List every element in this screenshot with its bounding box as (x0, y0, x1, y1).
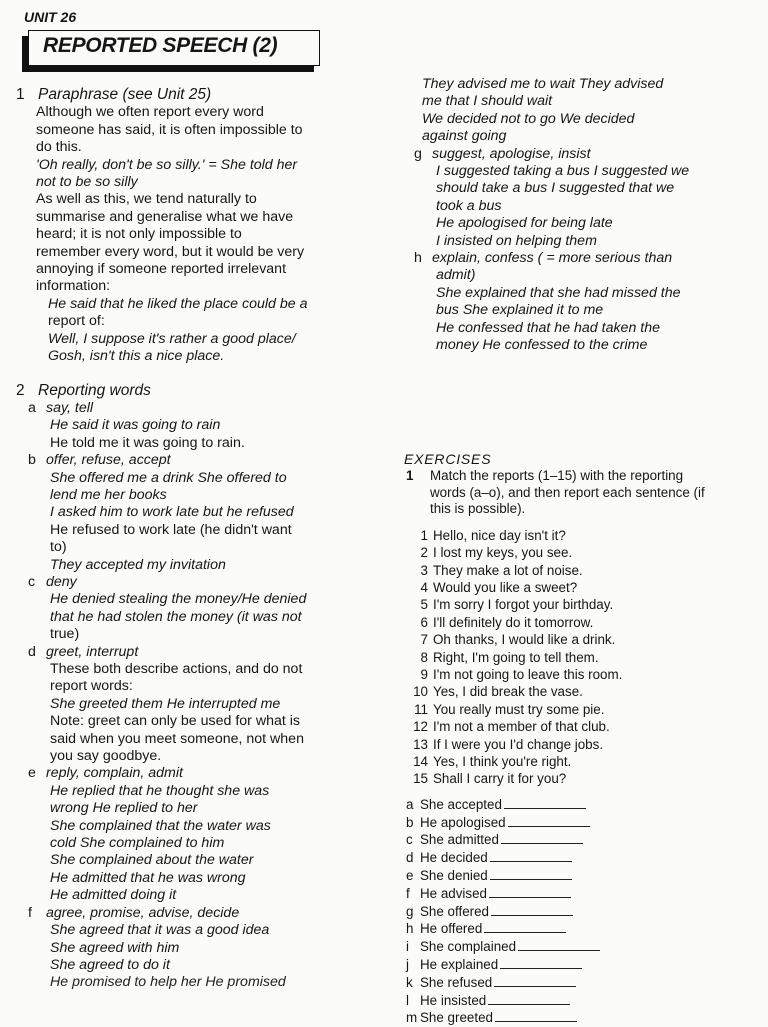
item-letter: g (414, 145, 422, 162)
exercise-sentence (402, 753, 752, 770)
example-line: She agreed with him (50, 939, 180, 956)
reporting-item-a (16, 400, 388, 452)
example-line: cold She complained to him (50, 835, 225, 852)
answer-row (402, 849, 752, 867)
example-line: money He confessed to the crime (436, 337, 648, 354)
example-line: She explained that she had missed the (436, 284, 681, 301)
reporting-words-continued (402, 76, 752, 146)
reporting-item-h (402, 250, 752, 354)
example-line: He replied that he thought she was (50, 782, 270, 799)
example-line: He refused to work late (he didn't want (50, 521, 292, 538)
page-title-box (28, 30, 320, 66)
answer-blank[interactable] (490, 867, 572, 880)
answer-letter: a (406, 796, 414, 812)
paraphrase-line: heard; it is not only impossible to (36, 226, 242, 243)
answer-blank[interactable] (500, 956, 582, 969)
example-line: lend me her books (50, 486, 167, 503)
exercise-sentence (402, 562, 752, 579)
exercise-number: 1 (406, 467, 414, 483)
section-reporting-words (16, 382, 388, 992)
sentence-number: 14 (413, 753, 428, 769)
answer-letter: f (406, 885, 410, 901)
answer-letter: c (406, 832, 413, 848)
answer-letter: g (406, 903, 414, 919)
answer-letter: i (406, 939, 409, 955)
section-title: Reporting words (38, 381, 151, 399)
example-line: against going (422, 128, 507, 145)
item-body (46, 905, 388, 992)
answer-verb: He advised (420, 885, 487, 901)
reporting-item-g (402, 146, 752, 250)
answer-letter: m (406, 1010, 418, 1026)
answer-blank[interactable] (504, 796, 586, 809)
item-body (46, 765, 388, 904)
sentence-number: 4 (420, 579, 428, 595)
section-title: Paraphrase (see Unit 25) (38, 86, 212, 103)
paraphrase-line: Although we often report every word (36, 104, 264, 121)
exercise-sentence (402, 718, 752, 735)
answer-verb: She complained (420, 939, 517, 955)
sentence-text: Right, I'm going to tell them. (433, 649, 599, 665)
answer-verb: He insisted (420, 992, 487, 1008)
answer-blank[interactable] (491, 903, 573, 916)
answer-blank[interactable] (495, 1009, 577, 1022)
answer-blank[interactable] (490, 849, 572, 862)
reporting-item-b (16, 452, 388, 574)
answer-row (402, 885, 752, 903)
paraphrase-line: Well, I suppose it's rather a good place/ (48, 330, 296, 347)
answer-verb: She offered (420, 903, 489, 919)
paraphrase-line: someone has said, it is often impossible to (36, 121, 303, 138)
example-line: I insisted on helping them (436, 232, 597, 249)
answer-letter: e (406, 867, 414, 883)
example-line: We decided not to go We decided (422, 110, 635, 127)
example-line: He admitted that he was wrong (50, 869, 246, 886)
example-line: you say goodbye. (50, 748, 162, 765)
sentence-number: 11 (414, 701, 428, 717)
answer-blank[interactable] (489, 885, 571, 898)
paraphrase-line: remember every word, but it would be very (36, 243, 305, 260)
item-reporting-verbs: say, tell (46, 399, 94, 416)
exercise-instructions-text (430, 468, 705, 518)
sentence-number: 7 (420, 632, 428, 648)
answer-verb: She denied (420, 867, 488, 883)
answer-blank[interactable] (494, 974, 576, 987)
item-reporting-verbs: greet, interrupt (46, 643, 139, 660)
example-line: He promised to help her He promised (50, 974, 286, 991)
answer-blank[interactable] (501, 831, 583, 844)
item-reporting-verbs: suggest, apologise, insist (432, 145, 591, 162)
exercise-sentence (402, 770, 752, 787)
paraphrase-line: summarise and generalise what we have (36, 208, 294, 225)
answer-row (402, 831, 752, 849)
sentence-number: 5 (420, 597, 428, 613)
example-line: These both describe actions, and do not (50, 661, 303, 677)
sentence-text: Yes, I think you're right. (433, 753, 572, 769)
answer-row (402, 814, 752, 832)
answer-row (402, 796, 752, 814)
exercise-answer-lines (402, 796, 752, 1027)
paraphrase-line: annoying if someone reported irrelevant (36, 261, 287, 278)
example-line: wrong He replied to her (50, 800, 198, 817)
item-reporting-verbs: deny (46, 573, 77, 590)
section-paraphrase-body (16, 104, 388, 365)
sentence-text: I'm not going to leave this room. (433, 666, 623, 682)
answer-letter: j (406, 956, 409, 972)
item-letter: f (28, 904, 32, 921)
answer-row (402, 956, 752, 974)
example-line: to) (50, 539, 67, 556)
answer-row (402, 867, 752, 885)
reporting-item-d (16, 644, 388, 766)
example-line: He said it was going to rain (50, 417, 221, 434)
item-body (46, 574, 388, 644)
answer-verb: He apologised (420, 814, 506, 830)
exercise-sentence (402, 527, 752, 544)
item-letter: b (28, 452, 36, 469)
sentence-number: 8 (420, 649, 428, 665)
sentence-number: 10 (413, 684, 428, 700)
paraphrase-line: He said that he liked the place could be a (48, 295, 308, 312)
sentence-number: 6 (420, 614, 428, 630)
sentence-text: I lost my keys, you see. (433, 545, 573, 561)
section-number: 2 (16, 381, 25, 399)
sentence-text: Shall I carry it for you? (433, 771, 567, 787)
sentence-number: 3 (420, 562, 428, 578)
exercise-sentence (402, 579, 752, 596)
reporting-item-c (16, 574, 388, 644)
answer-verb: He offered (420, 921, 483, 937)
instruction-line: Match the reports (1–15) with the reporting (430, 467, 684, 483)
answer-verb: She admitted (420, 832, 499, 848)
exercise-sentence (402, 631, 752, 648)
item-body (46, 452, 388, 574)
answer-blank[interactable] (518, 938, 600, 951)
item-body (46, 400, 388, 452)
exercise-sentence (402, 614, 752, 631)
paraphrase-line: report of: (48, 313, 105, 330)
answer-letter: b (406, 814, 414, 830)
item-letter: d (28, 643, 36, 660)
reporting-item-e (16, 765, 388, 904)
sentence-text: I'll definitely do it tomorrow. (433, 614, 594, 630)
exercise-sentence (402, 649, 752, 666)
answer-verb: She greeted (420, 1010, 493, 1026)
answer-verb: He explained (420, 956, 499, 972)
answer-letter: k (406, 974, 413, 990)
exercise-sentence (402, 701, 752, 718)
example-line: He confessed that he had taken the (436, 319, 661, 336)
example-line: They advised me to wait They advised (422, 76, 664, 92)
instruction-line: this is possible). (430, 501, 526, 517)
answer-blank[interactable] (508, 814, 590, 827)
exercise-sentence (402, 596, 752, 613)
answer-row (402, 938, 752, 956)
example-line: She complained about the water (50, 852, 254, 869)
example-line: me that I should wait (422, 93, 553, 110)
item-body (46, 644, 388, 766)
instruction-line: words (a–o), and then report each sentence (if (430, 484, 705, 500)
sentence-text: Would you like a sweet? (433, 579, 578, 595)
answer-letter: d (406, 850, 414, 866)
example-line: admit) (436, 267, 476, 284)
answer-letter: h (406, 921, 414, 937)
answer-blank[interactable] (488, 992, 570, 1005)
item-reporting-verbs: explain, confess ( = more serious than (432, 250, 673, 267)
exercise-instructions (402, 468, 752, 518)
example-line: said when you meet someone, not when (50, 730, 304, 747)
answer-row (402, 974, 752, 992)
example-line: true) (50, 626, 80, 643)
sentence-number: 15 (413, 771, 428, 787)
answer-verb: She accepted (420, 796, 502, 812)
example-line: He apologised for being late (436, 215, 613, 232)
answer-blank[interactable] (484, 920, 566, 933)
reporting-item-f (16, 905, 388, 992)
section-heading (16, 382, 388, 399)
sentence-number: 12 (413, 719, 428, 735)
example-line: They accepted my invitation (50, 556, 226, 573)
sentence-text: I'm sorry I forgot your birthday. (433, 597, 614, 613)
example-line: should take a bus I suggested that we (436, 180, 675, 197)
paraphrase-line: not to be so silly (36, 174, 138, 191)
example-line: He denied stealing the money/He denied (50, 591, 307, 608)
section-heading (16, 86, 388, 103)
right-column (402, 76, 752, 1027)
left-column (16, 86, 388, 992)
item-body (432, 250, 752, 354)
example-line: report words: (50, 678, 133, 695)
section-number: 1 (16, 86, 25, 103)
item-body (432, 146, 752, 250)
exercise-sentences (402, 527, 752, 788)
exercises-heading: EXERCISES (404, 450, 492, 467)
example-line: Note: greet can only be used for what is (50, 713, 300, 730)
item-letter: e (28, 765, 36, 782)
item-letter: h (414, 250, 422, 267)
paraphrase-line: do this. (36, 139, 82, 156)
example-line: I suggested taking a bus I suggested we (436, 163, 690, 180)
exercise-sentence (402, 683, 752, 700)
section-paraphrase (16, 86, 388, 366)
sentence-text: If I were you I'd change jobs. (433, 736, 604, 752)
example-line: He admitted doing it (50, 887, 177, 904)
example-line: that he had stolen the money (it was not (50, 608, 302, 625)
answer-verb: She refused (420, 974, 493, 990)
paraphrase-line: information: (36, 278, 111, 295)
sentence-number: 9 (420, 666, 428, 682)
sentence-text: You really must try some pie. (433, 701, 605, 717)
example-line: She complained that the water was (50, 817, 271, 834)
paraphrase-line: Gosh, isn't this a nice place. (48, 348, 225, 365)
answer-row (402, 992, 752, 1010)
example-line: She agreed that it was a good idea (50, 922, 270, 939)
answer-row (402, 920, 752, 938)
item-reporting-verbs: agree, promise, advise, decide (46, 904, 240, 921)
item-reporting-verbs: reply, complain, admit (46, 765, 183, 782)
exercise-sentence (402, 736, 752, 753)
paraphrase-line: As well as this, we tend naturally to (36, 191, 257, 208)
example-line: He told me it was going to rain. (50, 434, 245, 451)
sentence-text: Hello, nice day isn't it? (433, 527, 566, 543)
sentence-number: 2 (420, 545, 428, 561)
reporting-words-list-continued (402, 146, 752, 355)
answer-letter: l (406, 992, 409, 1008)
exercise-sentence (402, 544, 752, 561)
exercise-sentence (402, 666, 752, 683)
example-line: She offered me a drink She offered to (50, 469, 287, 486)
answer-verb: He decided (420, 850, 488, 866)
sentence-text: Yes, I did break the vase. (433, 684, 583, 700)
answer-row (402, 903, 752, 921)
answer-row (402, 1009, 752, 1027)
sentence-number: 13 (413, 736, 428, 752)
sentence-text: Oh thanks, I would like a drink. (433, 632, 616, 648)
item-letter: c (28, 573, 36, 590)
paraphrase-line: 'Oh really, don't be so silly.' = She told her (36, 156, 298, 173)
sentence-text: They make a lot of noise. (433, 562, 583, 578)
section-gap (16, 366, 388, 382)
item-reporting-verbs: offer, refuse, accept (46, 452, 171, 469)
item-letter: a (28, 399, 36, 416)
example-line: She greeted them He interrupted me (50, 695, 281, 712)
example-line: bus She explained it to me (436, 302, 604, 319)
sentence-text: I'm not a member of that club. (433, 719, 610, 735)
page-title: REPORTED SPEECH (2) (43, 34, 278, 57)
example-line: I asked him to work late but he refused (50, 504, 294, 521)
unit-label: UNIT 26 (24, 9, 77, 25)
example-line: took a bus (436, 197, 502, 214)
reporting-words-list (16, 400, 388, 992)
example-line: She agreed to do it (50, 956, 170, 973)
sentence-number: 1 (420, 527, 428, 543)
